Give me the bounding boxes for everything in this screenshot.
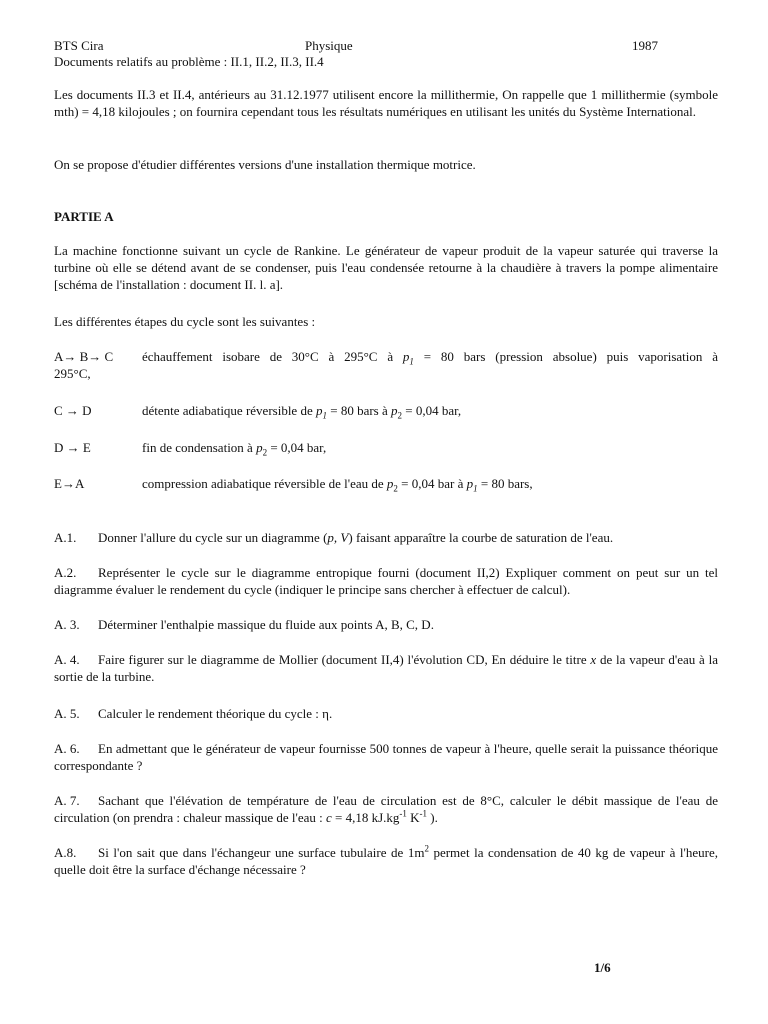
question-text: de la vapeur d'eau à la sortie de la turbine. bbox=[54, 652, 718, 684]
question-a8 bbox=[54, 844, 718, 878]
question-number: A.2. bbox=[54, 565, 77, 580]
question-number: A.8. bbox=[54, 845, 77, 860]
subscript: 2 bbox=[262, 447, 268, 458]
steps-intro: Les différentes étapes du cycle sont les suivantes : bbox=[54, 314, 316, 329]
step-text: = 80 bars à bbox=[326, 403, 391, 418]
step-text: compression adiabatique réversible de l'eau de bbox=[142, 476, 387, 491]
question-text: Donner l'allure du cycle sur un diagramme ( bbox=[98, 530, 328, 545]
question-text: Représenter le cycle sur le diagramme entropique fourni (document II,2) Expliquer comment on peut sur un tel diagramme évaluer le rendement du cycle (indiquer le principe sans chercher à effectuer de calcul). bbox=[54, 565, 718, 597]
question-number: A. 7. bbox=[54, 793, 80, 808]
step-label-de: D → E bbox=[54, 440, 91, 455]
subscript: 1 bbox=[473, 483, 478, 494]
question-a6 bbox=[54, 740, 718, 774]
question-text: = 4,18 kJ.kg bbox=[331, 810, 400, 825]
question-text: Déterminer l'enthalpie massique du fluide aux points A, B, C, D. bbox=[98, 617, 434, 632]
step-text: détente adiabatique réversible de bbox=[142, 403, 316, 418]
header-left: BTS Cira bbox=[54, 38, 104, 53]
question-number: A. 5. bbox=[54, 706, 80, 721]
step-label-abc: A→ B→ C bbox=[54, 349, 114, 364]
question-text: ). bbox=[427, 810, 438, 825]
page-number: 1/6 bbox=[594, 960, 611, 975]
header-year: 1987 bbox=[632, 38, 658, 53]
subscript: 1 bbox=[322, 410, 327, 421]
exponent: -1 bbox=[419, 808, 428, 819]
question-a7 bbox=[54, 792, 718, 826]
step-text: = 0,04 bar, bbox=[402, 403, 462, 418]
pressure-symbol: p bbox=[256, 440, 263, 455]
question-var-x: x bbox=[590, 652, 597, 667]
step-label-ea: E→A bbox=[54, 476, 85, 491]
question-text: En admettant que le générateur de vapeur fournisse 500 tonnes de vapeur à l'heure, quelle serait la puissance théorique correspondante ? bbox=[54, 741, 718, 773]
step-desc-abc bbox=[142, 348, 718, 365]
exponent: 2 bbox=[424, 843, 429, 854]
subscript: 2 bbox=[393, 483, 398, 494]
step-text: = 0,04 bar, bbox=[267, 440, 327, 455]
subscript: 1 bbox=[409, 356, 414, 367]
pressure-symbol: p bbox=[315, 403, 323, 418]
pressure-symbol: p bbox=[391, 403, 398, 418]
intro-purpose: On se propose d'étudier différentes versions d'une installation thermique motrice. bbox=[54, 157, 476, 172]
intro-paragraph: Les documents II.3 et II.4, antérieurs au 31.12.1977 utilisent encore la millithermie, On rappelle que 1 millithermie (symbole mth) = 4,18 kilojoules ; on fournira cependant tous les résultats numériques en utilisant les unités du Système International. bbox=[54, 87, 718, 119]
pressure-symbol: p bbox=[466, 476, 474, 491]
step-text: = 0,04 bar à bbox=[397, 476, 467, 491]
pressure-symbol: p bbox=[402, 349, 410, 364]
question-text: Calculer le rendement théorique du cycle : η. bbox=[98, 706, 333, 721]
question-number: A. 6. bbox=[54, 741, 80, 756]
question-text: K bbox=[406, 810, 420, 825]
step-text: = 80 bars (pression absolue) puis vaporisation à bbox=[413, 349, 718, 364]
question-a4 bbox=[54, 651, 718, 685]
documents-line: Documents relatifs au problème : II.1, II.2, II.3, II.4 bbox=[54, 54, 324, 69]
step-desc-de bbox=[142, 439, 326, 456]
question-a3 bbox=[54, 616, 718, 633]
step-text: échauffement isobare de 30°C à 295°C à bbox=[142, 349, 403, 364]
question-vars: p, V bbox=[327, 530, 349, 545]
question-text: Si l'on sait que dans l'échangeur une surface tubulaire de 1m bbox=[98, 845, 425, 860]
step-desc-abc-cont: 295°C, bbox=[54, 366, 91, 381]
subscript: 2 bbox=[397, 410, 402, 421]
question-number: A. 3. bbox=[54, 617, 80, 632]
exponent: -1 bbox=[399, 808, 407, 819]
question-a1 bbox=[54, 529, 718, 546]
question-text: ) faisant apparaître la courbe de saturation de l'eau. bbox=[348, 530, 614, 545]
question-text: Sachant que l'élévation de température de l'eau de circulation est de 8°C, calculer le débit massique de l'eau de circulation (on prendra : chaleur massique de l'eau : bbox=[54, 793, 718, 825]
step-desc-cd bbox=[142, 402, 461, 419]
question-number: A.1. bbox=[54, 530, 77, 545]
question-text: permet la condensation de 40 kg de vapeur à l'heure, quelle doit être la surface d'échange nécessaire ? bbox=[54, 845, 718, 877]
question-a2 bbox=[54, 564, 718, 598]
rankine-paragraph: La machine fonctionne suivant un cycle de Rankine. Le générateur de vapeur produit de la vapeur saturée qui traverse la turbine où elle se détend avant de se condenser, puis l'eau condensée retourne à la chaudière à travers la pompe alimentaire [schéma de l'installation : document II. l. a]. bbox=[54, 243, 718, 292]
question-a5 bbox=[54, 705, 718, 722]
step-label-cd: C → D bbox=[54, 403, 92, 418]
step-text: fin de condensation à bbox=[142, 440, 257, 455]
pressure-symbol: p bbox=[386, 476, 394, 491]
step-text: = 80 bars, bbox=[477, 476, 533, 491]
step-desc-ea bbox=[142, 475, 533, 492]
question-var-c: c bbox=[325, 810, 332, 825]
question-number: A. 4. bbox=[54, 652, 80, 667]
header-subject: Physique bbox=[305, 38, 353, 53]
question-text: Faire figurer sur le diagramme de Mollier (document II,4) l'évolution CD, En déduire le titre bbox=[98, 652, 591, 667]
section-title: PARTIE A bbox=[54, 209, 114, 224]
